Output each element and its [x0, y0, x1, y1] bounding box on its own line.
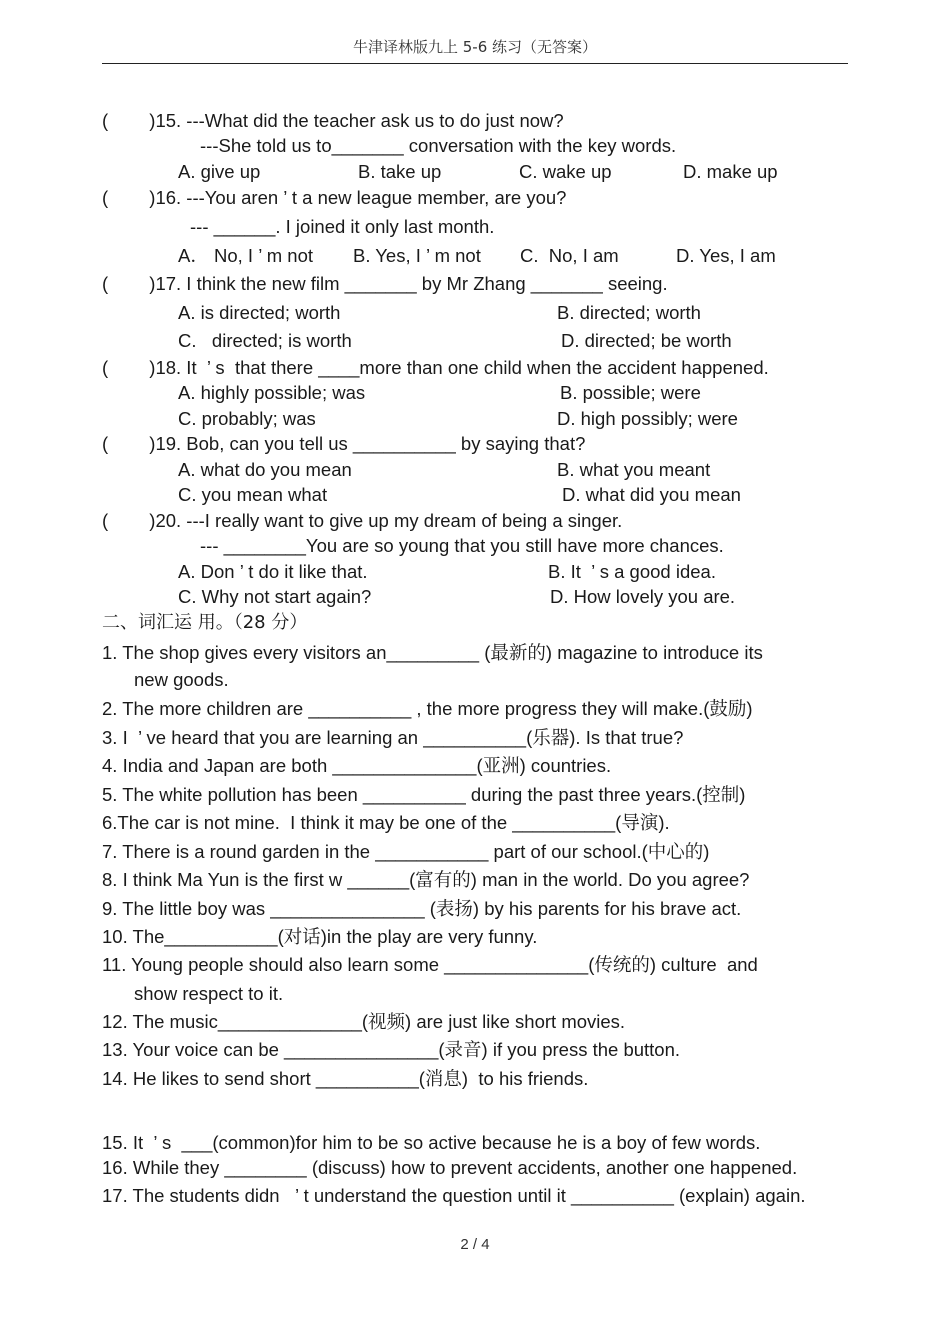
q20-option-b: B. It ’ s a good idea. — [548, 561, 716, 582]
vocab-item-7: 7. There is a round garden in the ___________ part of our school.(中心的) — [102, 841, 710, 862]
q17-stem: ( )17. I think the new film _______ by Mr Zhang _______ seeing. — [102, 273, 668, 294]
q17-option-c: C. directed; is worth — [178, 330, 352, 351]
q16-stem: ( )16. ---You aren ’ t a new league member, are you? — [102, 187, 567, 208]
q19-option-c: C. you mean what — [178, 484, 328, 505]
vocab-item-13: 13. Your voice can be _______________(录音) if you press the button. — [102, 1039, 681, 1060]
vocab-item-15: 15. It ’ s ___(common)for him to be so active because he is a boy of few words. — [102, 1132, 761, 1153]
page-number: 2 / 4 — [460, 1236, 490, 1253]
q18-stem: ( )18. It ’ s that there ____more than one child when the accident happened. — [102, 357, 769, 378]
vocab-item-2: 2. The more children are __________ , the more progress they will make.(鼓励) — [102, 698, 753, 719]
vocab-item-17: 17. The students didn ’ t understand the question until it __________ (explain) again. — [102, 1185, 806, 1206]
q20-option-a: A. Don ’ t do it like that. — [178, 561, 368, 582]
q17-option-d: D. directed; be worth — [561, 330, 732, 351]
q18-option-c: C. probably; was — [178, 408, 316, 429]
vocab-item-10: 10. The___________(对话)in the play are very funny. — [102, 926, 538, 947]
vocab-item-1: 1. The shop gives every visitors an_________ (最新的) magazine to introduce its — [102, 642, 763, 663]
q20-stem: ( )20. ---I really want to give up my dream of being a singer. — [102, 510, 623, 531]
vocab-item-9: 9. The little boy was _______________ (表扬) by his parents for his brave act. — [102, 898, 742, 919]
q15-stem: ( )15. ---What did the teacher ask us to do just now? — [102, 110, 564, 131]
q18-option-b: B. possible; were — [560, 382, 701, 403]
vocab-item-3: 3. I ’ ve heard that you are learning an __________(乐器). Is that true? — [102, 727, 684, 748]
q16-line2: --- ______. I joined it only last month. — [190, 216, 495, 237]
vocab-item-11: 11. Young people should also learn some ______________(传统的) culture and — [102, 954, 758, 975]
vocab-item-5: 5. The white pollution has been __________ during the past three years.(控制) — [102, 784, 746, 805]
q18-option-d: D. high possibly; were — [557, 408, 738, 429]
vocab-item-12: 12. The music______________(视频) are just like short movies. — [102, 1011, 626, 1032]
vocab-item-8: 8. I think Ma Yun is the first w ______(富有的) man in the world. Do you agree? — [102, 869, 750, 890]
q15-option-c: C. wake up — [519, 161, 612, 182]
q15-option-b: B. take up — [358, 161, 442, 182]
vocab-item-1-cont: new goods. — [134, 669, 229, 690]
vocab-item-14: 14. He likes to send short __________(消息) to his friends. — [102, 1068, 589, 1089]
section-2-title: 二、词汇运 用。（28 分） — [102, 612, 308, 633]
q20-option-d: D. How lovely you are. — [550, 586, 736, 607]
q16-option-c: C. No, I am — [520, 245, 619, 266]
q18-option-a: A. highly possible; was — [178, 382, 366, 403]
q15-option-d: D. make up — [683, 161, 778, 182]
vocab-item-4: 4. India and Japan are both ______________(亚洲) countries. — [102, 755, 612, 776]
vocab-item-16: 16. While they ________ (discuss) how to prevent accidents, another one happened. — [102, 1157, 798, 1178]
q16-option-b: B. Yes, I ’ m not — [353, 245, 481, 266]
q17-option-a: A. is directed; worth — [178, 302, 341, 323]
q19-option-d: D. what did you mean — [562, 484, 741, 505]
q16-option-d: D. Yes, I am — [676, 245, 776, 266]
q19-stem: ( )19. Bob, can you tell us __________ by saying that? — [102, 433, 586, 454]
q20-option-c: C. Why not start again? — [178, 586, 372, 607]
q15-line2: ---She told us to_______ conversation with the key words. — [200, 135, 677, 156]
vocab-item-6: 6.The car is not mine. I think it may be one of the __________(导演). — [102, 812, 670, 833]
q19-option-b: B. what you meant — [557, 459, 711, 480]
vocab-item-11-cont: show respect to it. — [134, 983, 284, 1004]
q19-option-a: A. what do you mean — [178, 459, 352, 480]
header-rule — [102, 63, 848, 64]
q16-option-a: A． No, I ’ m not — [178, 245, 314, 266]
q17-option-b: B. directed; worth — [557, 302, 701, 323]
page-header: 牛津译林版九上 5-6 练习（无答案） — [352, 38, 598, 56]
q15-option-a: A. give up — [178, 161, 261, 182]
q20-line2: --- ________You are so young that you still have more chances. — [200, 535, 724, 556]
